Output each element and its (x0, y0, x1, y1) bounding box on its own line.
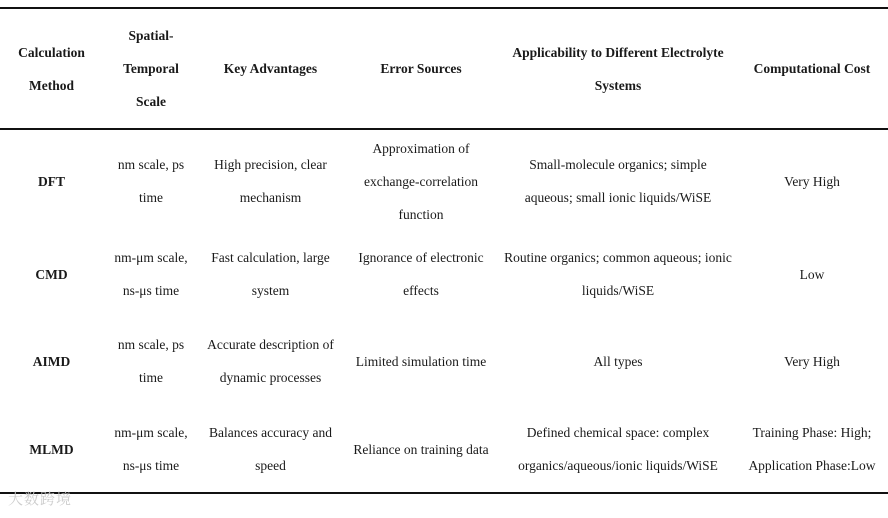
cell-cost: Training Phase: High; Application Phase:Low (748, 425, 876, 473)
cell-applicability: Routine organics; common aqueous; ionic liquids/WiSE (504, 250, 732, 298)
cell-scale: nm-μm scale, ns-μs time (114, 250, 188, 298)
cell-advantages: Balances accuracy and speed (209, 425, 332, 473)
table-row (0, 232, 888, 316)
cell-error-sources: Approximation of exchange-correlation function (364, 140, 478, 222)
table-row (0, 406, 888, 493)
cell-applicability: All types (593, 353, 643, 369)
cell-applicability: Small-molecule organics; simple aqueous; small ionic liquids/WiSE (524, 157, 712, 205)
header-row (0, 8, 888, 129)
cell-method: DFT (38, 173, 65, 189)
table-row (0, 129, 888, 232)
cell-scale: nm scale, ps time (117, 157, 185, 205)
cell-applicability: Defined chemical space: complex organics/aqueous/ionic liquids/WiSE (518, 425, 718, 473)
header-calculation-method: Calculation Method (18, 44, 85, 93)
cell-cost: Very High (784, 173, 840, 189)
cell-error-sources: Ignorance of electronic effects (358, 250, 484, 298)
cell-method: MLMD (29, 441, 74, 457)
cell-error-sources: Reliance on training data (353, 441, 489, 457)
cell-method: AIMD (32, 353, 71, 369)
cell-scale: nm-μm scale, ns-μs time (114, 425, 188, 473)
header-error-sources: Error Sources (380, 61, 462, 76)
cell-advantages: Accurate description of dynamic processes (207, 337, 334, 385)
table-row (0, 316, 888, 406)
cell-advantages: High precision, clear mechanism (214, 157, 327, 205)
cell-error-sources: Limited simulation time (355, 353, 487, 369)
header-computational-cost: Computational Cost (753, 61, 871, 76)
cell-advantages: Fast calculation, large system (211, 250, 330, 298)
comparison-table (0, 7, 888, 494)
header-applicability: Applicability to Different Electrolyte Systems (512, 44, 724, 93)
cell-cost: Very High (784, 353, 840, 369)
header-key-advantages: Key Advantages (223, 61, 318, 76)
cell-method: CMD (35, 266, 68, 282)
watermark: 大数跨境 (8, 490, 73, 508)
cell-scale: nm scale, ps time (117, 337, 185, 385)
cell-cost: Low (799, 266, 825, 282)
header-spatial-temporal-scale: Spatial-Temporal Scale (123, 28, 179, 109)
